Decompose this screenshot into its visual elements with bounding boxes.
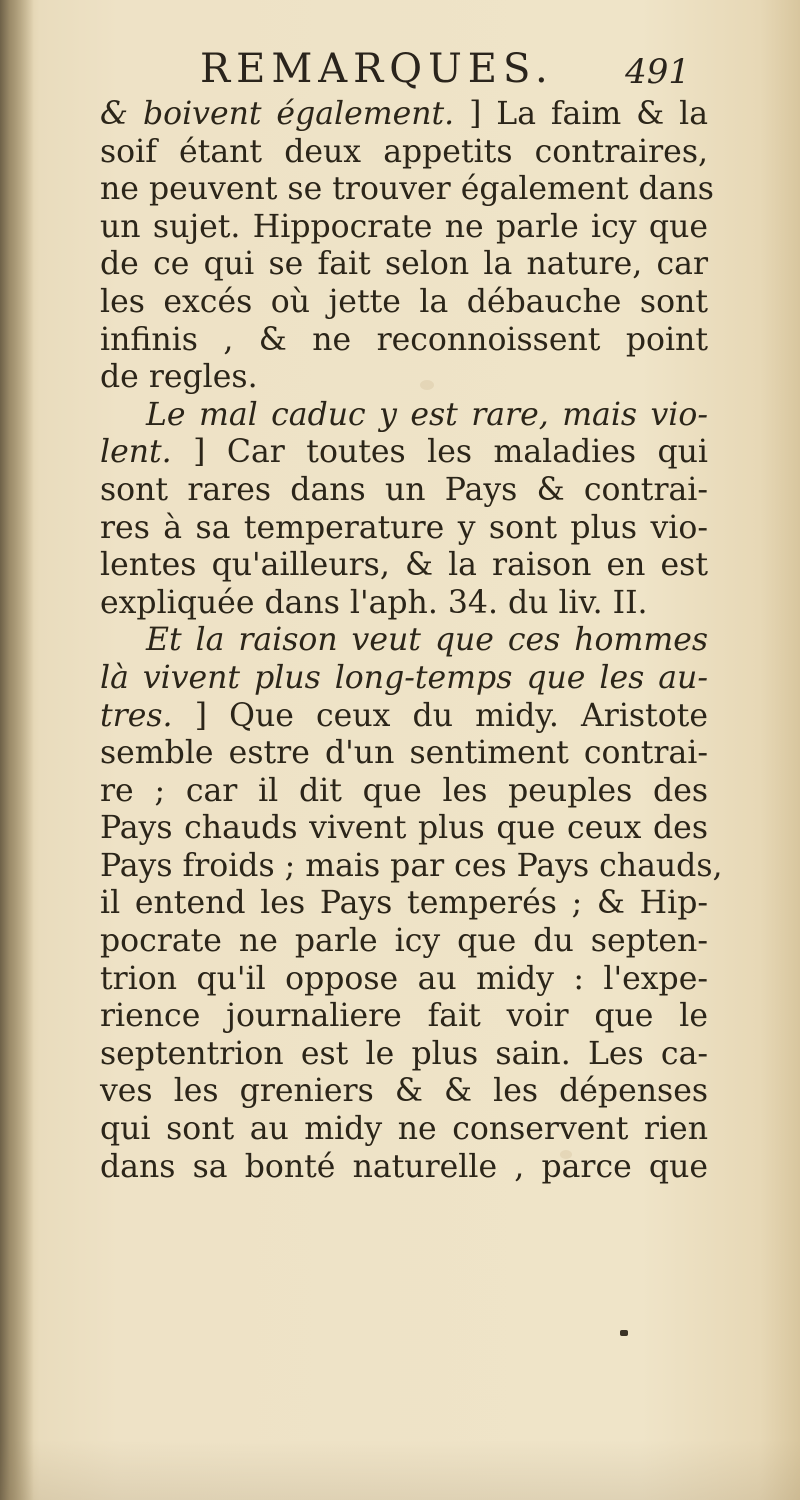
text-line: pocrate ne parle icy que du septen-: [100, 923, 708, 960]
text-line: un sujet. Hippocrate ne parle icy que: [100, 208, 708, 245]
ink-mark: [620, 1330, 628, 1336]
page-number: 491: [625, 52, 690, 92]
text-line: infinis , & ne reconnoissent point: [100, 321, 708, 358]
text-line: expliquée dans l'aph. 34. du liv. II.: [100, 584, 648, 621]
text-line: Le mal caduc y est rare, mais vio-: [146, 396, 708, 433]
page-header: [100, 42, 700, 102]
italic-lemma: tres.: [100, 697, 173, 734]
text-line: là vivent plus long-temps que les au-: [100, 659, 708, 696]
text-line: de ce qui se fait selon la nature, car: [100, 246, 708, 283]
text-line: rience journaliere fait voir que le: [100, 998, 708, 1035]
line-text: ] La faim & la: [454, 96, 708, 132]
line-text: ] Que ceux du midy. Aristote: [172, 697, 708, 734]
page-bottom-shade: [0, 1440, 800, 1500]
text-line: Et la raison veut que ces hommes: [146, 622, 708, 659]
body-text: [100, 96, 723, 1186]
text-line: il entend les Pays temperés ; & Hip-: [100, 885, 708, 922]
text-line: trion qu'il oppose au midy : l'expe-: [100, 960, 708, 997]
text-line: ne peuvent se trouver également dans: [100, 171, 714, 208]
text-line: ves les greniers & & les dépenses: [100, 1073, 708, 1110]
book-binding-shadow: [0, 0, 34, 1500]
italic-lemma: & boivent également.: [100, 96, 455, 132]
text-line: [100, 434, 708, 472]
line-text: ] Car toutes les maladies qui: [171, 434, 708, 471]
text-line: lentes qu'ailleurs, & la raison en est: [100, 547, 708, 584]
text-line: res à sa temperature y sont plus vio-: [100, 509, 708, 546]
text-line: dans sa bonté naturelle , parce que: [100, 1148, 708, 1185]
text-line: septentrion est le plus sain. Les ca-: [100, 1035, 708, 1072]
text-line: soif étant deux appetits contraires,: [100, 133, 708, 170]
text-line: [100, 96, 708, 134]
text-line: [100, 698, 708, 736]
text-line: qui sont au midy ne conservent rien: [100, 1111, 708, 1148]
text-line: les excés où jette la débauche sont: [100, 283, 708, 320]
running-head: REMARQUES.: [200, 46, 554, 92]
text-line: Pays chauds vivent plus que ceux des: [100, 810, 708, 847]
italic-lemma: lent.: [100, 434, 172, 471]
text-line: re ; car il dit que les peuples des: [100, 772, 708, 809]
text-line: sont rares dans un Pays & contrai-: [100, 471, 708, 508]
text-line: Pays froids ; mais par ces Pays chauds,: [100, 847, 723, 884]
text-line: semble estre d'un sentiment contrai-: [100, 735, 708, 772]
text-line: de regles.: [100, 359, 258, 396]
